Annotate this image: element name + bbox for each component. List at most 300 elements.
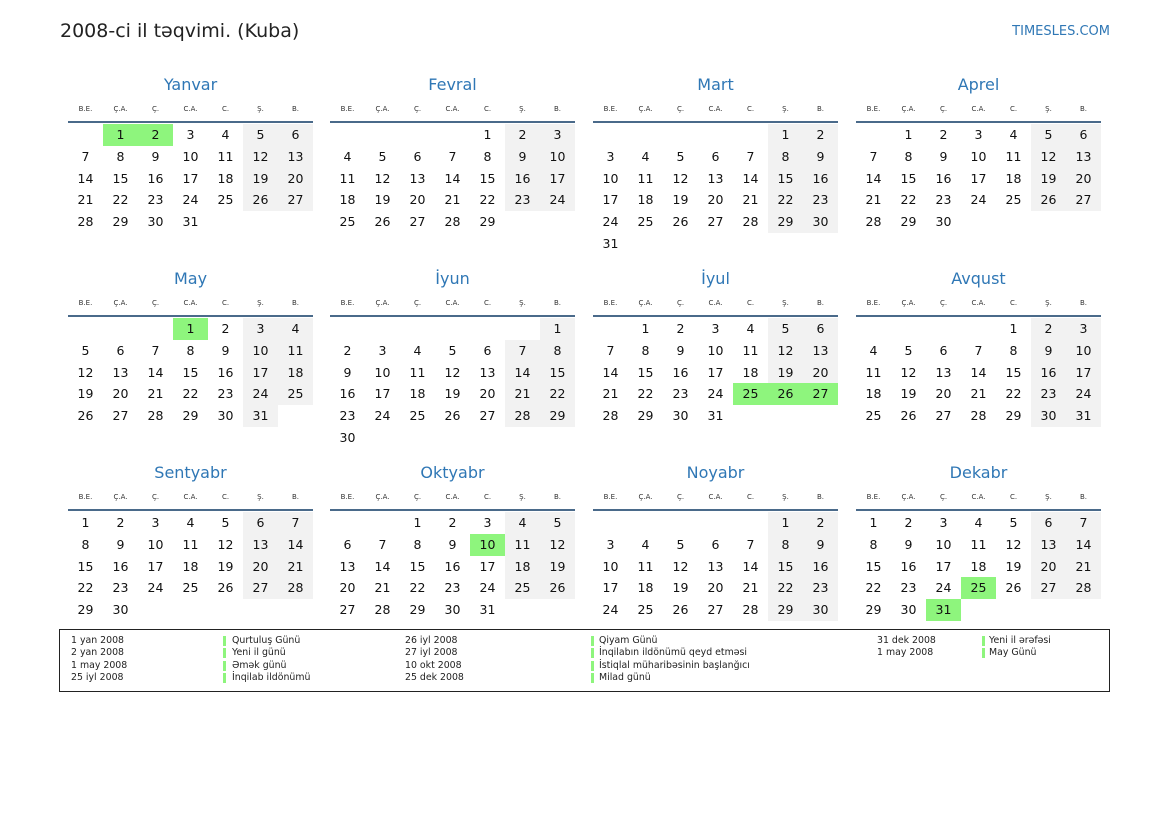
day-cell: 7 xyxy=(869,148,878,164)
day-cell: 14 xyxy=(602,364,619,380)
day-cell: 27 xyxy=(278,189,313,211)
day-cell: 9 xyxy=(939,148,948,164)
day-cell: 23 xyxy=(444,580,461,596)
legend-marker xyxy=(591,648,594,658)
day-cell: 8 xyxy=(768,146,803,168)
legend-holiday-name: Qurtuluş Günü xyxy=(232,635,301,646)
day-cell: 4 xyxy=(505,512,540,534)
weekday-label: C.A. xyxy=(971,493,986,501)
day-cell: 10 xyxy=(970,148,987,164)
empty-cell xyxy=(68,124,103,146)
day-cell: 18 xyxy=(278,362,313,384)
day-cell: 30 xyxy=(672,408,689,424)
day-cell: 22 xyxy=(768,189,803,211)
day-cell: 31 xyxy=(926,599,961,621)
day-cell: 13 xyxy=(409,170,426,186)
day-cell: 21 xyxy=(1066,556,1101,578)
day-cell: 3 xyxy=(186,127,195,142)
weekday-label: C.A. xyxy=(708,105,723,113)
weekday-label: C.A. xyxy=(183,105,198,113)
day-cell: 12 xyxy=(672,558,689,574)
empty-cell xyxy=(103,318,138,340)
empty-cell xyxy=(926,318,961,340)
weekday-label: C. xyxy=(746,493,755,501)
weekday-label: Ş. xyxy=(519,493,526,501)
day-cell: 14 xyxy=(77,170,94,186)
day-cell: 19 xyxy=(900,386,917,402)
day-cell: 16 xyxy=(444,558,461,574)
weekday-label: Ç.A. xyxy=(901,299,916,307)
page-title: 2008-ci il təqvimi. (Kuba) xyxy=(60,20,300,42)
day-cell: 13 xyxy=(1066,146,1101,168)
day-cell: 20 xyxy=(112,386,129,402)
legend-marker xyxy=(591,661,594,671)
weekday-label: Ş. xyxy=(1045,299,1052,307)
day-cell: 13 xyxy=(112,364,129,380)
day-cell: 23 xyxy=(339,408,356,424)
day-cell: 31 xyxy=(479,602,496,618)
day-cell: 25 xyxy=(409,408,426,424)
empty-cell xyxy=(365,318,400,340)
weekday-label: C. xyxy=(221,105,230,113)
month-block xyxy=(330,73,575,233)
day-cell: 10 xyxy=(935,536,952,552)
day-cell: 26 xyxy=(672,214,689,230)
day-cell: 1 xyxy=(483,127,492,142)
day-cell: 25 xyxy=(278,383,313,405)
day-cell: 15 xyxy=(77,558,94,574)
day-cell: 17 xyxy=(935,558,952,574)
day-cell: 14 xyxy=(147,364,164,380)
day-cell: 13 xyxy=(479,364,496,380)
day-cell: 2 xyxy=(676,321,685,336)
day-cell: 19 xyxy=(77,386,94,402)
day-cell: 2 xyxy=(803,512,838,534)
day-cell: 2 xyxy=(904,515,913,530)
day-cell: 30 xyxy=(1031,405,1066,427)
day-cell: 31 xyxy=(707,408,724,424)
day-cell: 8 xyxy=(81,536,90,552)
day-cell: 10 xyxy=(540,146,575,168)
day-cell: 22 xyxy=(1005,386,1022,402)
day-grid xyxy=(330,124,575,233)
day-cell: 15 xyxy=(768,556,803,578)
day-cell: 10 xyxy=(602,170,619,186)
empty-cell xyxy=(663,124,698,146)
weekday-label: Ç.A. xyxy=(113,105,128,113)
legend-holiday-name: İnqilab ildönümü xyxy=(232,672,311,684)
day-cell: 15 xyxy=(182,364,199,380)
month-name: May xyxy=(173,269,208,288)
day-cell: 30 xyxy=(444,602,461,618)
weekday-header xyxy=(330,485,575,511)
month-block xyxy=(593,73,838,255)
legend-date: 25 dek 2008 xyxy=(405,672,464,684)
day-cell: 27 xyxy=(707,602,724,618)
day-cell: 29 xyxy=(900,214,917,230)
legend-holiday-name: Yeni il ərəfəsi xyxy=(989,635,1051,646)
weekday-label: B. xyxy=(291,105,300,113)
day-cell: 19 xyxy=(540,556,575,578)
day-cell: 18 xyxy=(742,364,759,380)
day-cell: 23 xyxy=(672,386,689,402)
day-cell: 6 xyxy=(278,124,313,146)
day-cell: 21 xyxy=(505,383,540,405)
weekday-label: C. xyxy=(221,493,230,501)
legend-holiday-name: Yeni il günü xyxy=(232,647,286,659)
month-name: Oktyabr xyxy=(420,463,485,482)
day-cell: 19 xyxy=(217,558,234,574)
day-cell: 27 xyxy=(339,602,356,618)
empty-cell xyxy=(733,124,768,146)
day-grid xyxy=(856,124,1101,233)
day-cell: 2 xyxy=(803,124,838,146)
day-cell: 6 xyxy=(116,342,125,358)
site-link[interactable]: TIMESLES.COM xyxy=(1012,24,1110,39)
legend-date: 1 yan 2008 xyxy=(71,635,125,646)
day-cell: 20 xyxy=(707,580,724,596)
day-cell: 14 xyxy=(970,364,987,380)
day-cell: 12 xyxy=(1005,536,1022,552)
empty-cell xyxy=(698,124,733,146)
day-cell: 23 xyxy=(803,189,838,211)
day-cell: 27 xyxy=(112,408,129,424)
day-cell: 1 xyxy=(768,124,803,146)
day-cell: 30 xyxy=(339,429,356,445)
day-cell: 19 xyxy=(768,362,803,384)
day-cell: 9 xyxy=(221,342,230,358)
day-cell: 16 xyxy=(147,170,164,186)
day-cell: 8 xyxy=(904,148,913,164)
day-cell: 3 xyxy=(1066,318,1101,340)
day-cell: 17 xyxy=(374,386,391,402)
day-cell: 5 xyxy=(81,342,90,358)
legend-holiday-name: Əmək günü xyxy=(232,659,287,671)
weekday-label: C.A. xyxy=(708,299,723,307)
legend-date: 1 may 2008 xyxy=(877,647,934,659)
day-cell: 7 xyxy=(505,340,540,362)
weekday-label: Ç. xyxy=(676,105,685,113)
day-cell: 6 xyxy=(939,342,948,358)
day-cell: 28 xyxy=(147,408,164,424)
day-cell: 1 xyxy=(1009,321,1018,336)
day-cell: 18 xyxy=(970,558,987,574)
day-cell: 4 xyxy=(869,342,878,358)
day-cell: 5 xyxy=(448,342,457,358)
day-cell: 25 xyxy=(182,580,199,596)
day-cell: 13 xyxy=(243,534,278,556)
day-cell: 15 xyxy=(540,362,575,384)
day-cell: 7 xyxy=(746,148,755,164)
weekday-label: B.E. xyxy=(78,105,93,113)
day-cell: 9 xyxy=(343,364,352,380)
legend-marker xyxy=(591,636,594,646)
day-cell: 9 xyxy=(151,148,160,164)
weekday-label: B.E. xyxy=(340,299,355,307)
day-cell: 11 xyxy=(278,340,313,362)
day-cell: 17 xyxy=(1066,362,1101,384)
day-cell: 25 xyxy=(733,383,768,405)
day-cell: 19 xyxy=(1031,168,1066,190)
legend-date: 25 iyl 2008 xyxy=(71,672,124,684)
month-block xyxy=(856,267,1101,427)
month-block xyxy=(593,267,838,427)
empty-cell xyxy=(330,512,365,534)
weekday-label: B. xyxy=(1079,493,1088,501)
day-cell: 5 xyxy=(540,512,575,534)
legend-holiday-name: May Günü xyxy=(989,647,1037,659)
day-cell: 30 xyxy=(217,408,234,424)
day-cell: 4 xyxy=(974,515,983,530)
day-cell: 8 xyxy=(869,536,878,552)
empty-cell xyxy=(593,512,628,534)
day-cell: 3 xyxy=(483,515,492,530)
day-cell: 15 xyxy=(409,558,426,574)
day-grid xyxy=(593,124,838,255)
day-cell: 24 xyxy=(182,192,199,208)
weekday-label: B.E. xyxy=(866,105,881,113)
weekday-header xyxy=(593,291,838,317)
day-cell: 15 xyxy=(865,558,882,574)
weekday-label: Ç.A. xyxy=(638,299,653,307)
weekday-label: C. xyxy=(1009,299,1018,307)
day-cell: 27 xyxy=(803,383,838,405)
month-block xyxy=(330,267,575,449)
day-cell: 13 xyxy=(278,146,313,168)
day-cell: 11 xyxy=(1005,148,1022,164)
day-cell: 25 xyxy=(865,408,882,424)
weekday-label: B.E. xyxy=(603,299,618,307)
weekday-label: Ç.A. xyxy=(901,105,916,113)
day-grid xyxy=(856,512,1101,621)
day-cell: 27 xyxy=(935,408,952,424)
weekday-label: B. xyxy=(291,299,300,307)
weekday-label: B. xyxy=(553,105,562,113)
day-cell: 28 xyxy=(278,577,313,599)
day-cell: 4 xyxy=(641,148,650,164)
day-cell: 16 xyxy=(803,168,838,190)
day-cell: 1 xyxy=(641,321,650,336)
empty-cell xyxy=(891,318,926,340)
day-cell: 30 xyxy=(803,211,838,233)
day-cell: 6 xyxy=(711,536,720,552)
weekday-label: Ç. xyxy=(939,493,948,501)
empty-cell xyxy=(856,124,891,146)
day-cell: 14 xyxy=(742,170,759,186)
day-cell: 19 xyxy=(672,580,689,596)
day-cell: 27 xyxy=(243,577,278,599)
day-cell: 29 xyxy=(1005,408,1022,424)
day-cell: 24 xyxy=(970,192,987,208)
day-cell: 10 xyxy=(182,148,199,164)
legend-marker xyxy=(982,636,985,646)
day-cell: 26 xyxy=(217,580,234,596)
weekday-header xyxy=(593,485,838,511)
day-cell: 4 xyxy=(343,148,352,164)
day-cell: 11 xyxy=(505,534,540,556)
legend-date: 10 okt 2008 xyxy=(405,659,462,671)
day-cell: 28 xyxy=(602,408,619,424)
empty-cell xyxy=(330,124,365,146)
day-cell: 15 xyxy=(768,168,803,190)
day-cell: 5 xyxy=(1009,515,1018,530)
day-cell: 26 xyxy=(900,408,917,424)
day-cell: 25 xyxy=(1005,192,1022,208)
day-cell: 31 xyxy=(602,235,619,251)
day-cell: 14 xyxy=(505,362,540,384)
day-cell: 12 xyxy=(540,534,575,556)
day-cell: 8 xyxy=(540,340,575,362)
day-cell: 25 xyxy=(637,602,654,618)
weekday-label: C.A. xyxy=(971,299,986,307)
day-cell: 7 xyxy=(1066,512,1101,534)
holiday-legend xyxy=(59,629,1110,692)
day-cell: 18 xyxy=(409,386,426,402)
day-cell: 27 xyxy=(479,408,496,424)
weekday-label: B.E. xyxy=(866,493,881,501)
day-cell: 8 xyxy=(483,148,492,164)
day-cell: 20 xyxy=(278,168,313,190)
month-name: Fevral xyxy=(428,75,477,94)
weekday-label: B. xyxy=(1079,299,1088,307)
day-cell: 17 xyxy=(970,170,987,186)
day-cell: 27 xyxy=(1066,189,1101,211)
day-cell: 6 xyxy=(711,148,720,164)
weekday-label: C. xyxy=(221,299,230,307)
month-name: Dekabr xyxy=(949,463,1008,482)
day-cell: 20 xyxy=(339,580,356,596)
weekday-label: C.A. xyxy=(445,105,460,113)
day-cell: 5 xyxy=(676,536,685,552)
day-grid xyxy=(593,318,838,427)
weekday-label: B.E. xyxy=(603,493,618,501)
day-cell: 14 xyxy=(444,170,461,186)
day-cell: 23 xyxy=(505,189,540,211)
day-cell: 16 xyxy=(672,364,689,380)
day-cell: 28 xyxy=(1066,577,1101,599)
weekday-label: Ç. xyxy=(413,493,422,501)
day-cell: 23 xyxy=(803,577,838,599)
day-cell: 9 xyxy=(803,146,838,168)
day-cell: 24 xyxy=(243,383,278,405)
legend-marker xyxy=(223,648,226,658)
day-cell: 7 xyxy=(606,342,615,358)
day-cell: 26 xyxy=(672,602,689,618)
weekday-label: Ç. xyxy=(676,493,685,501)
empty-cell xyxy=(593,318,628,340)
day-cell: 23 xyxy=(1031,383,1066,405)
day-cell: 5 xyxy=(1031,124,1066,146)
day-cell: 25 xyxy=(217,192,234,208)
day-cell: 8 xyxy=(413,536,422,552)
legend-date: 1 may 2008 xyxy=(71,659,128,671)
month-name: Noyabr xyxy=(686,463,745,482)
day-cell: 15 xyxy=(112,170,129,186)
day-cell: 29 xyxy=(182,408,199,424)
day-cell: 23 xyxy=(147,192,164,208)
weekday-label: Ş. xyxy=(1045,105,1052,113)
day-cell: 12 xyxy=(672,170,689,186)
day-cell: 13 xyxy=(339,558,356,574)
day-cell: 21 xyxy=(742,580,759,596)
day-cell: 15 xyxy=(637,364,654,380)
day-cell: 24 xyxy=(707,386,724,402)
day-cell: 4 xyxy=(413,342,422,358)
day-grid xyxy=(593,512,838,621)
weekday-header xyxy=(68,291,313,317)
legend-holiday-name: Qiyam Günü xyxy=(599,635,658,646)
day-cell: 2 xyxy=(1031,318,1066,340)
day-cell: 27 xyxy=(707,214,724,230)
day-cell: 4 xyxy=(746,321,755,336)
day-cell: 6 xyxy=(1031,512,1066,534)
day-cell: 11 xyxy=(637,170,654,186)
day-cell: 9 xyxy=(1031,340,1066,362)
day-cell: 21 xyxy=(865,192,882,208)
day-cell: 29 xyxy=(637,408,654,424)
weekday-label: Ş. xyxy=(782,105,789,113)
day-cell: 7 xyxy=(746,536,755,552)
weekday-label: Ş. xyxy=(257,493,264,501)
empty-cell xyxy=(593,124,628,146)
day-cell: 25 xyxy=(637,214,654,230)
day-cell: 21 xyxy=(444,192,461,208)
weekday-header xyxy=(330,291,575,317)
day-cell: 1 xyxy=(768,512,803,534)
day-cell: 26 xyxy=(768,383,803,405)
day-cell: 17 xyxy=(707,364,724,380)
day-cell: 28 xyxy=(77,214,94,230)
empty-cell xyxy=(435,318,470,340)
day-cell: 28 xyxy=(970,408,987,424)
day-cell: 1 xyxy=(81,515,90,530)
empty-cell xyxy=(628,512,663,534)
weekday-label: B.E. xyxy=(866,299,881,307)
day-cell: 29 xyxy=(540,405,575,427)
day-cell: 11 xyxy=(217,148,234,164)
day-cell: 16 xyxy=(339,386,356,402)
weekday-label: Ç.A. xyxy=(638,493,653,501)
day-cell: 29 xyxy=(768,599,803,621)
day-cell: 23 xyxy=(112,580,129,596)
day-cell: 13 xyxy=(1031,534,1066,556)
empty-cell xyxy=(663,512,698,534)
weekday-header xyxy=(856,291,1101,317)
day-cell: 12 xyxy=(374,170,391,186)
day-cell: 5 xyxy=(378,148,387,164)
day-cell: 9 xyxy=(676,342,685,358)
day-cell: 8 xyxy=(116,148,125,164)
weekday-label: C.A. xyxy=(183,299,198,307)
legend-date: 2 yan 2008 xyxy=(71,647,125,659)
day-cell: 22 xyxy=(865,580,882,596)
weekday-header xyxy=(68,97,313,123)
month-block xyxy=(68,461,313,621)
day-cell: 3 xyxy=(151,515,160,530)
day-cell: 20 xyxy=(803,362,838,384)
day-cell: 30 xyxy=(803,599,838,621)
day-cell: 26 xyxy=(374,214,391,230)
day-grid xyxy=(68,318,313,427)
weekday-label: B. xyxy=(553,299,562,307)
day-cell: 24 xyxy=(602,214,619,230)
day-cell: 22 xyxy=(479,192,496,208)
day-cell: 16 xyxy=(900,558,917,574)
weekday-label: B.E. xyxy=(78,299,93,307)
day-cell: 11 xyxy=(182,536,199,552)
day-cell: 21 xyxy=(742,192,759,208)
empty-cell xyxy=(330,318,365,340)
